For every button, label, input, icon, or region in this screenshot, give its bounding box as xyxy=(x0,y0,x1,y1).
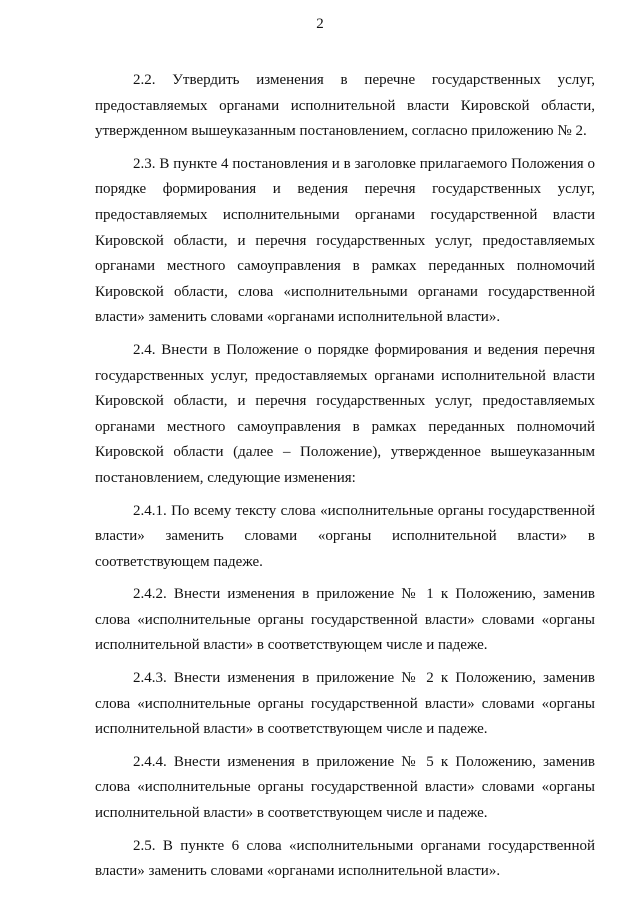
document-body xyxy=(95,68,595,892)
paragraph-2-4-1: 2.4.1. По всему тексту слова «исполнительные органы государственной власти» заменить словами «органы исполнительной власти» в соответствующем падеже. xyxy=(95,502,595,570)
paragraph-2-3: 2.3. В пункте 4 постановления и в заголовке прилагаемого Положения о порядке формирования и ведения перечня государственных услуг, предоставляемых исполнительными органами государственной власти Кировской области, и перечня государственных услуг, предоставляемых органами местного самоуправления в рамках переданных полномочий Кировской области, слова «исполнительными органами государственной власти» заменить словами «органами исполнительной власти». xyxy=(95,155,595,326)
paragraph-2-2: 2.2. Утвердить изменения в перечне государственных услуг, предоставляемых органами исполнительной власти Кировской области, утвержденном вышеуказанным постановлением, согласно приложению № 2. xyxy=(95,72,595,140)
paragraph-2-4-3: 2.4.3. Внести изменения в приложение № 2 к Положению, заменив слова «исполнительные органы государственной власти» словами «органы исполнительной власти» в соответствующем числе и падеже. xyxy=(95,670,595,738)
paragraph-2-4-4: 2.4.4. Внести изменения в приложение № 5 к Положению, заменив слова «исполнительные органы государственной власти» словами «органы исполнительной власти» в соответствующем числе и падеже. xyxy=(95,753,595,822)
paragraph-2-4: 2.4. Внести в Положение о порядке формирования и ведения перечня государственных услуг, предоставляемых органами исполнительной власти Кировской области, и перечня государственных услуг, предоставляемых органами местного самоуправления в рамках переданных полномочий Кировской области (далее – Положение), утвержденное вышеуказанным постановлением, следующие изменения: xyxy=(95,341,595,486)
paragraph-2-5: 2.5. В пункте 6 слова «исполнительными органами государственной власти» заменить словами «органами исполнительной власти». xyxy=(95,837,595,880)
page-number: 2 xyxy=(316,16,324,32)
paragraph-2-4-2: 2.4.2. Внести изменения в приложение № 1 к Положению, заменив слова «исполнительные органы государственной власти» словами «органы исполнительной власти» в соответствующем числе и падеже. xyxy=(95,586,595,654)
